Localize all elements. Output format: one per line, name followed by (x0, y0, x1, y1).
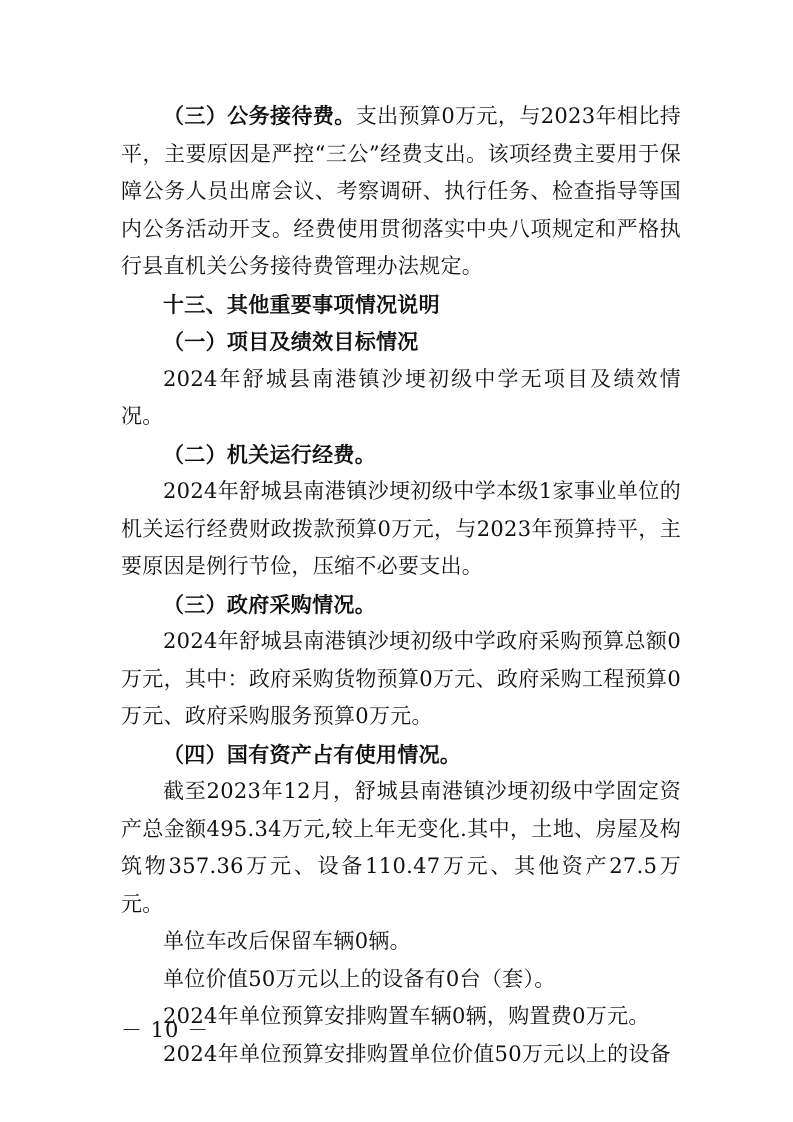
section-heading-other-matters: 十三、其他重要事项情况说明 (163, 291, 440, 317)
paragraph-official-reception (121, 97, 681, 286)
paragraph-equipment-count: 单位价值50万元以上的设备有0台（套）。 (163, 966, 556, 991)
paragraph-operating-expenses: 2024年舒城县南港镇沙埂初级中学本级1家事业单位的机关运行经费财政拨款预算0万元，与2023年预算持平，主要原因是例行节俭，压缩不必要支出。 (121, 479, 681, 578)
page-number: － 10 － (121, 1018, 210, 1042)
paragraph-vehicles-retained: 单位车改后保留车辆0辆。 (163, 929, 411, 953)
paragraph-text-official-reception: 支出预算0万元，与2023年相比持平，主要原因是严控“三公”经费支出。该项经费主要用于保障公务人员出席会议、考察调研、执行任务、检查指导等国内公务活动开支。经费使用贯彻落实中央八项规定和严格执行县直机关公务接待费管理办法规定。 (121, 104, 682, 278)
subheading-operating-expenses: （二）机关运行经费。 (163, 441, 376, 467)
paragraph-lead-official-reception: （三）公务接待费。 (163, 103, 356, 128)
subheading-projects-performance: （一）项目及绩效目标情况 (163, 329, 419, 354)
paragraph-equipment-purchase: 2024年单位预算安排购置单位价值50万元以上的设备 (163, 1041, 671, 1066)
paragraph-government-procurement: 2024年舒城县南港镇沙埂初级中学政府采购预算总额0万元，其中：政府采购货物预算0万元、政府采购工程预算0万元、政府采购服务预算0万元。 (121, 629, 681, 728)
document-body (121, 97, 681, 1073)
paragraph-projects-performance: 2024年舒城县南港镇沙埂初级中学无项目及绩效情况。 (121, 366, 681, 428)
paragraph-state-assets: 截至2023年12月，舒城县南港镇沙埂初级中学固定资产总金额495.34万元,较上年无变化.其中，土地、房屋及构筑物357.36万元、设备110.47万元、其他资产27.5万元。 (121, 779, 681, 916)
paragraph-vehicle-purchase: 2024年单位预算安排购置车辆0辆，购置费0万元。 (163, 1004, 650, 1028)
subheading-state-assets: （四）国有资产占有使用情况。 (163, 741, 462, 767)
subheading-government-procurement: （三）政府采购情况。 (163, 591, 376, 617)
